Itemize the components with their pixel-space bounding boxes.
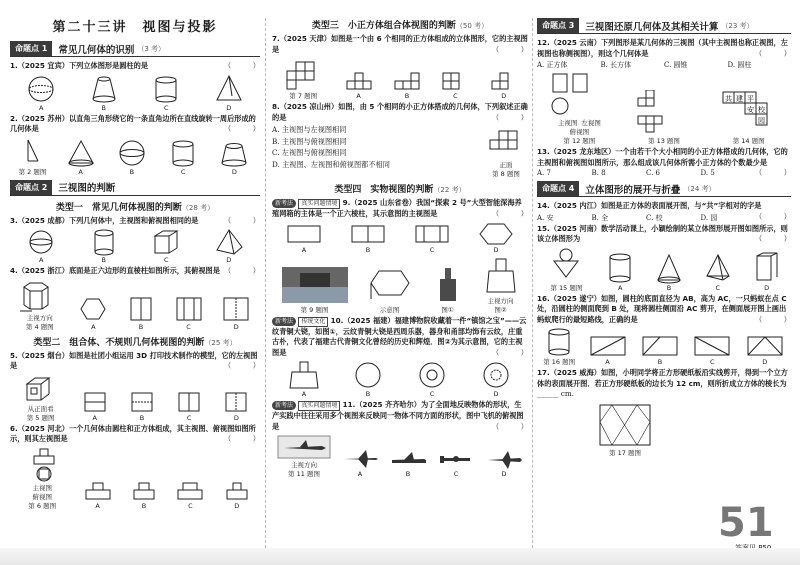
column-divider [532,18,533,548]
option-figures: A B C D [10,228,260,264]
question: 16.（2025 遂宁）如图，圆柱的底面直径为 AB，高为 AC，一只蚂蚁在点 C 处，沿圆柱的侧面爬到 B 处，现将圆柱侧面沿 AC 剪开，在侧面展开图上画出蚂蚁爬行的最短路线，正确的是 （ ） [537,293,791,324]
question: 17.（2025 威海）如图，小明同学将正方形硬纸板沿实线剪开，得到一个立方体的表面展开图．若正方形硬纸板的边长为 12 cm，则所折成立方体的棱长为 ______ cm. [537,368,788,398]
figures: 第 17 题图 [537,402,791,457]
column-middle [272,14,528,480]
net-cell: 建 [735,95,743,103]
net-cell: 共 [724,95,732,103]
net-cell: 安 [746,106,754,114]
figure: 正面 第 8 题图 [484,124,528,178]
options: A. 7 B. 8 C. 6 D. 5 [537,169,715,177]
question: 7.（2025 天津）如图是一个由 6 个相同的正方体组成的立体图形，它的主视图是 （ ） [272,34,528,54]
photo-figures: 第 9 题图 示意图 图① 主视方向 图② [272,256,528,314]
section-header: 命题点 2 三视图的判断 [10,180,260,196]
option-figures: 主视图 俯视图 第 6 题图 A B C D [10,447,260,510]
section-header: 命题点 3 三视图还原几何体及其相关计算 （23 考） [537,18,791,34]
question: 6.（2025 河北）一个几何体由圆柱和正方体组成，其主视图、俯视图如图所示，则其左视图是 （ ） [10,423,260,443]
column-left [10,14,260,512]
question: 13.（2025 龙东地区）一个由若干个大小相同的小正方体搭成的几何体，它的主视图和俯视图如图所示，那么组成该几何体所需小正方体的个数最少是 （ ） [537,147,791,177]
page-number: 51 [718,500,774,546]
type-heading: 类型三 小正方体组合体视图的判断（50 考） [311,21,489,31]
question: 新考法 真实问题情境 11.（2025 齐齐哈尔）为了全面地反映物体的形状，生产实践中往往采用多个视图来反映同一物体不同方面的形状，图中飞机的俯视图是 （ ） [272,400,528,431]
figures: 主视图 左视图 俯视图 第 12 题图 第 13 题图 共 建 平 安 校 园 第 14 题图 [537,72,791,145]
option-figures: 第 7 题图 A B C D [272,57,528,100]
question: 新考法 传统文化 10.（2025 福建）福建博物院收藏着一件“镇馆之宝”——云纹青铜大铙，如图①，云纹青铜大铙是西周乐器，器身和甬部均饰有云纹，庄重古朴，代表了福建古代青铜文化曾经的历史和辉煌．图②为其示意图，它的主视图是 （ ） [272,315,528,357]
question: 3.（2025 成都）下列几何体中，主视图和俯视图相同的是 （ ） [10,215,260,225]
option-figures: 主视方向 第 4 题图 A B C D [10,279,260,331]
question: 4.（2025 浙江）底面是正六边形的直棱柱如图所示，其俯视图是 （ ） [10,266,260,275]
option-figures: 第 16 题图 A B C D [537,327,791,366]
question: 15.（2025 河南）数学活动课上，小颖绘制的某立体图形展开图如图所示，则该立体图形为 （ ） [537,223,791,243]
option-figures: 从正面看 第 5 题图 A B C D [10,374,260,422]
type-heading: 类型一 常见几何体视图的判断（28 考） [55,202,215,213]
question-body: A. 主视图与左视图相同 B. 主视图与俯视图相同 C. 左视图与俯视图相同 D. 主视图、左视图和俯视图都不相同 正面 第 8 题图 [272,124,528,178]
option-figures: A B C D [272,222,528,254]
question: 2.（2025 苏州）以直角三角形绕它的一条直角边所在直线旋转一周后形成的几何体是 （ ） [10,113,260,133]
question: 12.（2025 云南）下列图形是某几何体的三视图（其中主视图也称正视图，左视图也称侧视图），则这个几何体是 （ ） [537,38,791,58]
options: A. 正方体 B. 长方体 C. 圆锥 D. 圆柱 [537,61,752,69]
option-figures: A B C D [10,74,260,112]
question: 8.（2025 凉山州）如图，由 5 个相同的小正方体搭成的几何体，下列叙述正确的是 （ ） [272,102,528,122]
column-divider [265,18,266,548]
net-cell: 平 [746,95,754,103]
section-header: 命题点 4 立体图形的展开与折叠 （24 考） [537,181,791,197]
question: 14.（2025 内江）如图是正方体的表面展开图，与“共”字相对的字是 （ ） [537,201,791,221]
column-right [537,14,791,459]
net-figure [719,90,779,136]
type-heading: 类型二 组合体、不规则几何体视图的判断（25 考） [33,337,237,348]
page-title: 第二十三讲 视图与投影 [52,20,218,35]
option-figures: A B C D [272,360,528,398]
options: A. 安 B. 全 C. 校 D. 园 [537,213,718,222]
option-figures: 第 2 题图 A B C D [10,137,260,176]
option-figures: 第 15 题图 A B C D [537,247,791,292]
question: 1.（2025 宜宾）下列立体图形是圆柱的是 （ ） [10,61,260,70]
question: 新考法 真实问题情境 9.（2025 山东省卷）我国“探索 2 号”大型智能深海养殖网箱的主体是一个正六棱柱，其示意图的主视图是 （ ） [272,198,528,218]
net-cell: 园 [757,117,765,125]
net-cell: 校 [757,106,765,114]
page-footer-shadow [0,548,800,565]
type-heading: 类型四 实物视图的判断（22 考） [334,185,466,195]
option-figures: 主视方向 第 11 题图 A B C D [272,434,528,478]
question: 5.（2025 烟台）如图是社团小组运用 3D 打印技术制作的模型，它的左视图是 （ ） [10,350,260,370]
section-header: 命题点 1 常见几何体的识别 （3 考） [10,41,260,57]
